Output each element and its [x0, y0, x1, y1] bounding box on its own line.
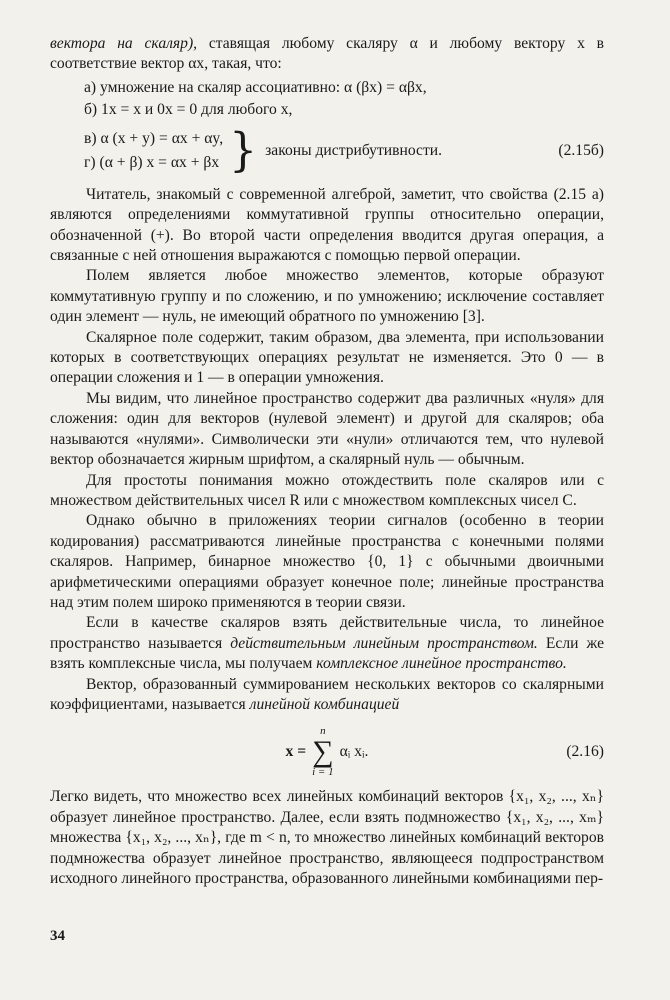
sum-lower-limit: i = 1 — [312, 766, 334, 779]
paragraph: Полем является любое множество элементов, которые образуют коммутативную группу и по сложению, и по умножению; исключение составляет один элемент — нуль, не имеющий обратного по умножению [3]. — [50, 267, 604, 326]
property-label: а) — [84, 78, 97, 96]
brace-rows — [84, 127, 223, 175]
paragraph-last: Легко видеть, что множество всех линейных комбинаций векторов {x₁, x₂, ..., xₙ} образует линейное пространство. Далее, если взять подмножество {x₁, x₂, ..., xₘ} множества {x₁, x₂, ..., xₙ}, где m < n, то множество линейных комбинаций векторов подмножества образует линейное пространство, являющееся подпространством исходного линейного пространства, образованного линейными комбинациями пер- — [50, 788, 604, 887]
summation — [312, 726, 333, 778]
sum-upper-limit: n — [320, 725, 326, 738]
page-number: 34 — [50, 928, 65, 944]
property-text: умножение на скаляр ассоциативно: α (βx) = αβx, — [100, 78, 427, 96]
property-item-c — [84, 127, 223, 151]
text-span: Вектор, образованный суммированием нескольких векторов со скалярными коэффициентами, называется — [50, 675, 604, 713]
sigma-icon: ∑ — [312, 735, 334, 769]
italic-term: комплексное линейное пространство. — [316, 655, 567, 673]
paragraph-real-complex — [50, 613, 604, 674]
intro-paragraph — [50, 34, 604, 75]
paragraph: Однако обычно в приложениях теории сигналов (особенно в теории кодирования) рассматриваются линейные пространства с конечными полями скаляров. Например, бинарное множество {0, 1} с обычными двоичными арифметическими операциями образует конечное поле; линейные пространства над этим полем широко применяются в теории связи. — [50, 512, 604, 611]
formula-2-16 — [50, 721, 604, 783]
paragraph: Читатель, знакомый с современной алгеброй, заметит, что свойства (2.15 а) являются определениями коммутативной группы относительно операции, обозначенной (+). Во второй части определения вводится другая операция, а связанные с ней отношения выражаются с помощью первой операции. — [50, 185, 604, 265]
property-item-b — [84, 99, 604, 121]
paragraph: Скалярное поле содержит, таким образом, два элемента, при использовании которых в соответствующих операциях результат не изменяется. Это 0 — в операции сложения и 1 — в операции умножения. — [50, 328, 604, 387]
paragraph: Для простоты понимания можно отождествить поле скаляров или с множеством действительных чисел R или с множеством комплексных чисел C. — [50, 471, 604, 509]
paragraph: Мы видим, что линейное пространство содержит два различных «нуля» для сложения: один для векторов (нулевой элемент) и другой для скаляров; оба называются «нулями». Символически эти «нули» отличаются тем, что нулевой вектор обозначается жирным шрифтом, а скалярный нуль — обычным. — [50, 389, 604, 469]
property-text: 1x = x и 0x = 0 для любого x, — [101, 100, 293, 118]
formula-lhs: x = — [285, 743, 307, 761]
intro-italic: вектора на скаляр), — [50, 35, 198, 52]
intro-text: ставящая любому скаляру α и любому вектору x в соответствие вектор αx, такая, что: — [50, 35, 604, 73]
equation-number: (2.15б) — [558, 141, 604, 159]
text-span: Если же взять комплексные числа, мы получаем — [50, 634, 604, 673]
property-label: б) — [84, 100, 98, 118]
property-text: α (x + y) = αx + αy, — [100, 129, 224, 147]
distributive-laws-block — [84, 123, 604, 178]
italic-term: линейной комбинацией — [249, 695, 400, 713]
paragraph-linear-combination — [50, 675, 604, 716]
property-list — [84, 77, 604, 121]
property-item-d — [84, 151, 223, 175]
property-item-a — [84, 77, 604, 99]
formula-body: αᵢ xᵢ. — [339, 743, 369, 761]
property-text: (α + β) x = αx + βx — [99, 153, 220, 171]
property-label: в) — [84, 129, 97, 147]
brace-caption: законы дистрибутивности. — [265, 141, 443, 159]
equation-number: (2.16) — [566, 743, 604, 761]
text-span: Если в качестве скаляров взять действительные числа, то линейное пространство называется — [50, 614, 604, 652]
property-label: г) — [84, 153, 96, 171]
italic-term: действительным линейным пространством. — [230, 634, 538, 652]
right-brace-icon: } — [229, 123, 258, 178]
